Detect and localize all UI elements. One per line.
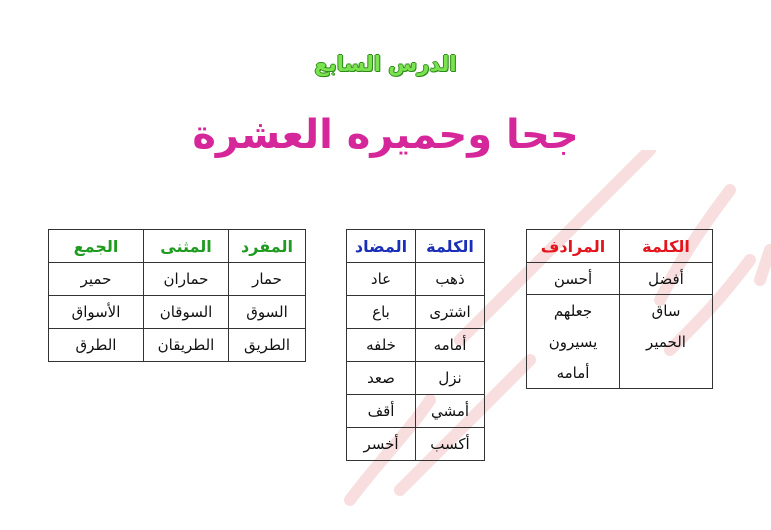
table-cell: عاد xyxy=(347,263,416,296)
table-cell xyxy=(620,357,713,389)
table-cell: الطريق xyxy=(229,329,306,362)
header-plural: الجمع xyxy=(49,230,144,263)
table-cell: أمامه xyxy=(527,357,620,389)
table-cell: أفضل xyxy=(620,263,713,295)
header-opposite: المضاد xyxy=(347,230,416,263)
table-cell: ذهب xyxy=(416,263,485,296)
header-dual: المثنى xyxy=(144,230,229,263)
table-cell: أمشي xyxy=(416,395,485,428)
table-cell: الأسواق xyxy=(49,296,144,329)
table-cell: يسيرون xyxy=(527,326,620,357)
table-cell: أكسب xyxy=(416,428,485,461)
opposites-table xyxy=(346,229,485,461)
page-title: جحا وحميره العشرة xyxy=(192,112,579,158)
table-cell: أحسن xyxy=(527,263,620,295)
header-synonym: المرادف xyxy=(527,230,620,263)
table-cell: نزل xyxy=(416,362,485,395)
table-cell: ساق xyxy=(620,295,713,327)
table-cell: الطرق xyxy=(49,329,144,362)
table-cell: أخسر xyxy=(347,428,416,461)
table-cell: جعلهم xyxy=(527,295,620,327)
table-cell: باع xyxy=(347,296,416,329)
header-word: الكلمة xyxy=(416,230,485,263)
header-singular: المفرد xyxy=(229,230,306,263)
table-cell: خلفه xyxy=(347,329,416,362)
lesson-label: الدرس السابع xyxy=(314,52,457,76)
synonyms-table xyxy=(526,229,713,389)
table-cell: صعد xyxy=(347,362,416,395)
table-cell: حمار xyxy=(229,263,306,296)
table-cell: حمير xyxy=(49,263,144,296)
table-cell: الطريقان xyxy=(144,329,229,362)
table-cell: السوقان xyxy=(144,296,229,329)
table-cell: السوق xyxy=(229,296,306,329)
header-word: الكلمة xyxy=(620,230,713,263)
table-cell: أمامه xyxy=(416,329,485,362)
plural-table xyxy=(48,229,306,362)
table-cell: أقف xyxy=(347,395,416,428)
table-cell: اشترى xyxy=(416,296,485,329)
table-cell: الحمير xyxy=(620,326,713,357)
table-cell: حماران xyxy=(144,263,229,296)
